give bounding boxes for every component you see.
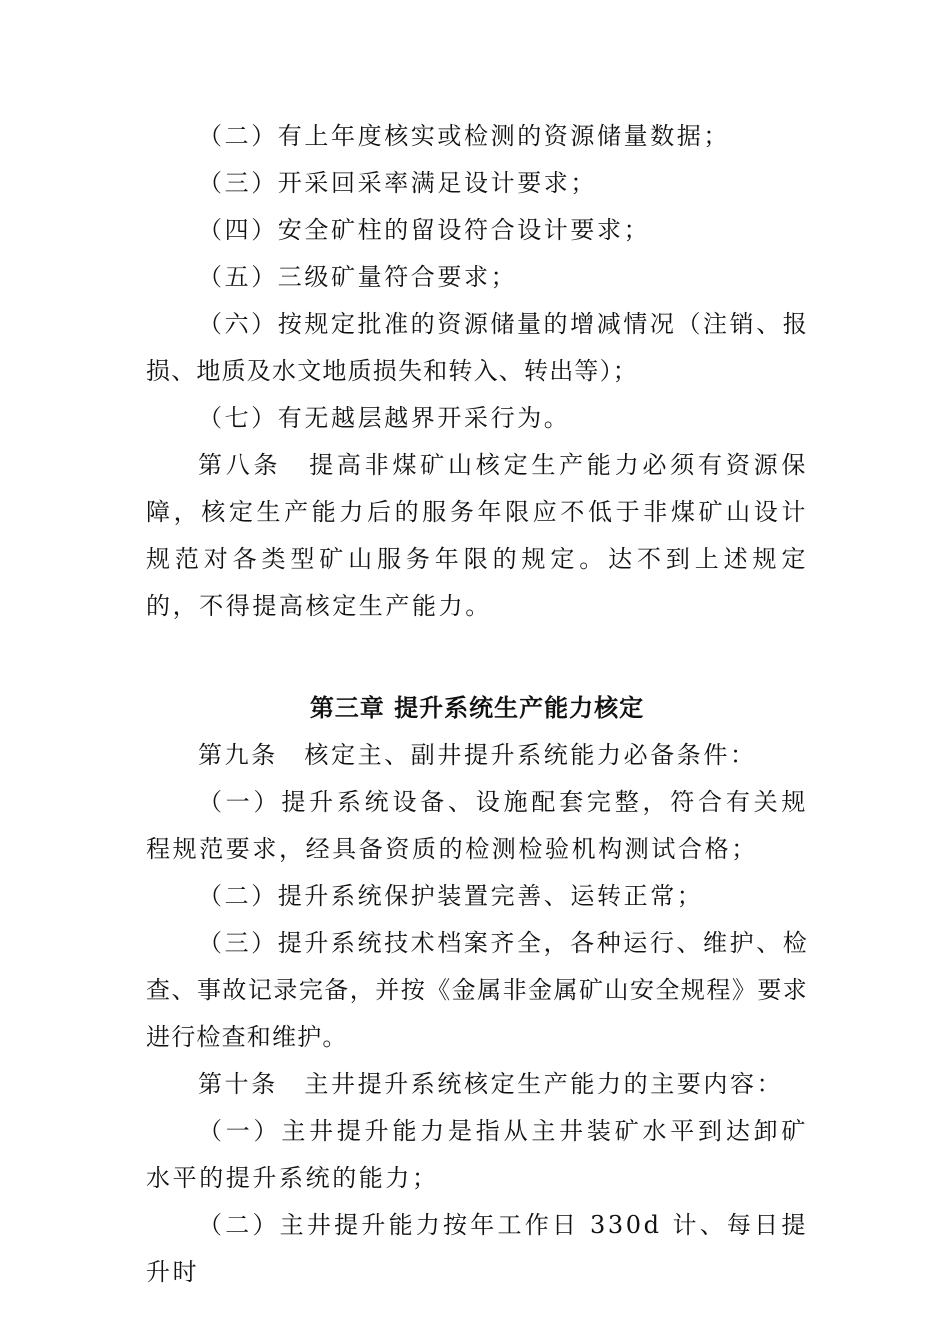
- paragraph-item-6: （六）按规定批准的资源储量的增减情况（注销、报损、地质及水文地质损失和转入、转出等）；: [146, 310, 808, 385]
- paragraph-item-2: （二）有上年度核实或检测的资源储量数据；: [198, 122, 730, 150]
- paragraph-item-7: （七）有无越层越界开采行为。: [198, 404, 571, 432]
- paragraph-item-3: （三）开采回采率满足设计要求；: [198, 169, 597, 197]
- chapter-title: 第三章 提升系统生产能力核定: [309, 694, 645, 722]
- article-10-item-1: （一）主井提升能力是指从主井装矿水平到达卸矿水平的提升系统的能力；: [146, 1117, 808, 1192]
- paragraph-item-4: （四）安全矿柱的留设符合设计要求；: [198, 216, 651, 244]
- article-10: 第十条 主井提升系统核定生产能力的主要内容：: [198, 1070, 784, 1098]
- article-9: 第九条 核定主、副井提升系统能力必备条件：: [198, 741, 757, 769]
- article-9-item-3: （三）提升系统技术档案齐全，各种运行、维护、检查、事故记录完备，并按《金属非金属矿山安全规程》要求进行检查和维护。: [146, 929, 808, 1051]
- article-9-item-2: （二）提升系统保护装置完善、运转正常；: [198, 882, 704, 910]
- article-10-item-2: （二）主井提升能力按年工作日 330d 计、每日提升时: [146, 1211, 808, 1286]
- article-9-item-1: （一）提升系统设备、设施配套完整，符合有关规程规范要求，经具备资质的检测检验机构测试合格；: [146, 788, 808, 863]
- document-body: [146, 113, 808, 1296]
- section-spacer: [146, 630, 808, 677]
- article-8: 第八条 提高非煤矿山核定生产能力必须有资源保障，核定生产能力后的服务年限应不低于非煤矿山设计规范对各类型矿山服务年限的规定。达不到上述规定的，不得提高核定生产能力。: [146, 451, 808, 620]
- paragraph-item-5: （五）三级矿量符合要求；: [198, 263, 518, 291]
